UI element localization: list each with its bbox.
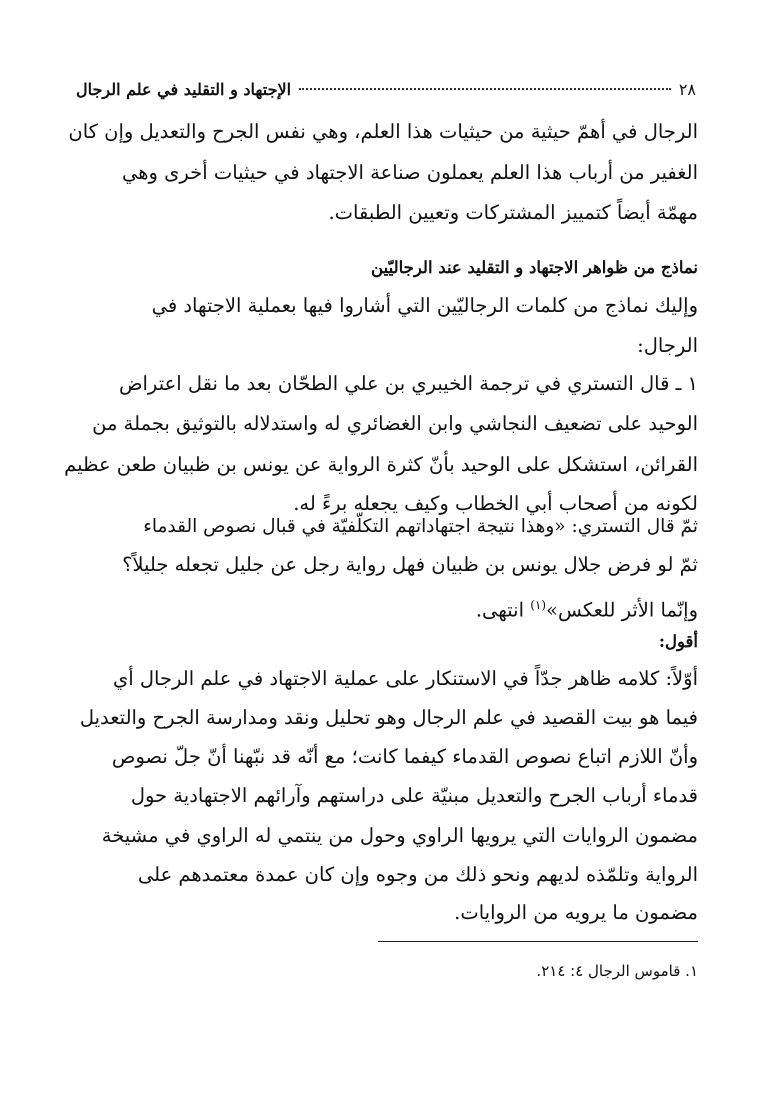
footnote-separator [378, 941, 698, 942]
text-line: قدماء أرباب الجرح والتعديل مبنيّة على دراستهم وآرائهم الاجتهادية حول [130, 784, 698, 807]
text-line: الرجال: [637, 334, 698, 357]
text-line: ثمّ لو فرض جلال يونس بن ظبيان فهل رواية رجل عن جليل تجعله جليلاً؟ [122, 553, 698, 576]
text-line: مضمون الروايات التي يرويها الراوي وحول من ينتمي له الراوي في مشيخة [101, 824, 698, 847]
text-line: وأنّ اللازم اتباع نصوص القدماء كيفما كانت؛ مع أنّه قد نبّهنا أنّ جلّ نصوص [111, 745, 698, 768]
text-line: فيما هو بيت القصيد في علم الرجال وهو تحليل ونقد ومدارسة الجرح والتعديل [79, 706, 698, 729]
text-line: الغفير من أرباب هذا العلم يعملون صناعة الاجتهاد في حيثيات أخرى وهي [122, 161, 698, 184]
text-line: الوحيد على تضعيف النجاشي وابن الغضائري له واستدلاله بالتوثيق بجملة من [92, 412, 698, 435]
text-line: مضمون ما يرويه من الروايات. [454, 901, 698, 924]
footnote-ref: (١) [530, 598, 547, 612]
text-line: ثمّ قال التستري: «وهذا نتيجة اجتهاداتهم التكلّفيّة في قبال نصوص القدماء [143, 516, 698, 537]
text-line: وإليك نماذج من كلمات الرجاليّين التي أشاروا فيها بعملية الاجتهاد في [151, 294, 698, 317]
text-line: القرائن، استشكل على الوحيد بأنّ كثرة الرواية عن يونس بن ظبيان طعن عظيم [64, 453, 698, 476]
text-line: الرواية وتلمّذه لديهم ونحو ذلك من وجوه وإن كان عمدة معتمدهم على [137, 863, 698, 886]
header-dot-leader [299, 88, 671, 90]
quote-tail: انتهى. [475, 598, 531, 622]
text-line: الرجال في أهمّ حيثية من حيثيات هذا العلم، وهي نفس الجرح والتعديل وإن كان [68, 120, 698, 143]
running-header [76, 76, 696, 102]
text-line: أوّلاً: كلامه ظاهر جدّاً في الاستنكار على عملية الاجتهاد في علم الرجال أي [112, 667, 698, 690]
text-line: مهمّة أيضاً كتمييز المشتركات وتعيين الطبقات. [328, 201, 698, 224]
quote-text: وإنّما الأثر للعكس» [546, 598, 698, 622]
text-line: ١ ـ قال التستري في ترجمة الخيبري بن علي الطحّان بعد ما نقل اعتراض [118, 372, 698, 395]
running-title: الإجتهاد و التقليد في علم الرجال [76, 79, 292, 99]
section-heading: نماذج من ظواهر الاجتهاد و التقليد عند الرجاليّين [371, 258, 698, 277]
footnote: ١. قاموس الرجال ٤: ٢١٤. [536, 962, 698, 980]
page-number: ٢٨ [678, 79, 696, 99]
quote-end-line [92, 591, 698, 625]
aqul-heading: أقول: [658, 632, 698, 651]
text-line: لكونه من أصحاب أبي الخطاب وكيف يجعله برءً له. [293, 492, 698, 515]
